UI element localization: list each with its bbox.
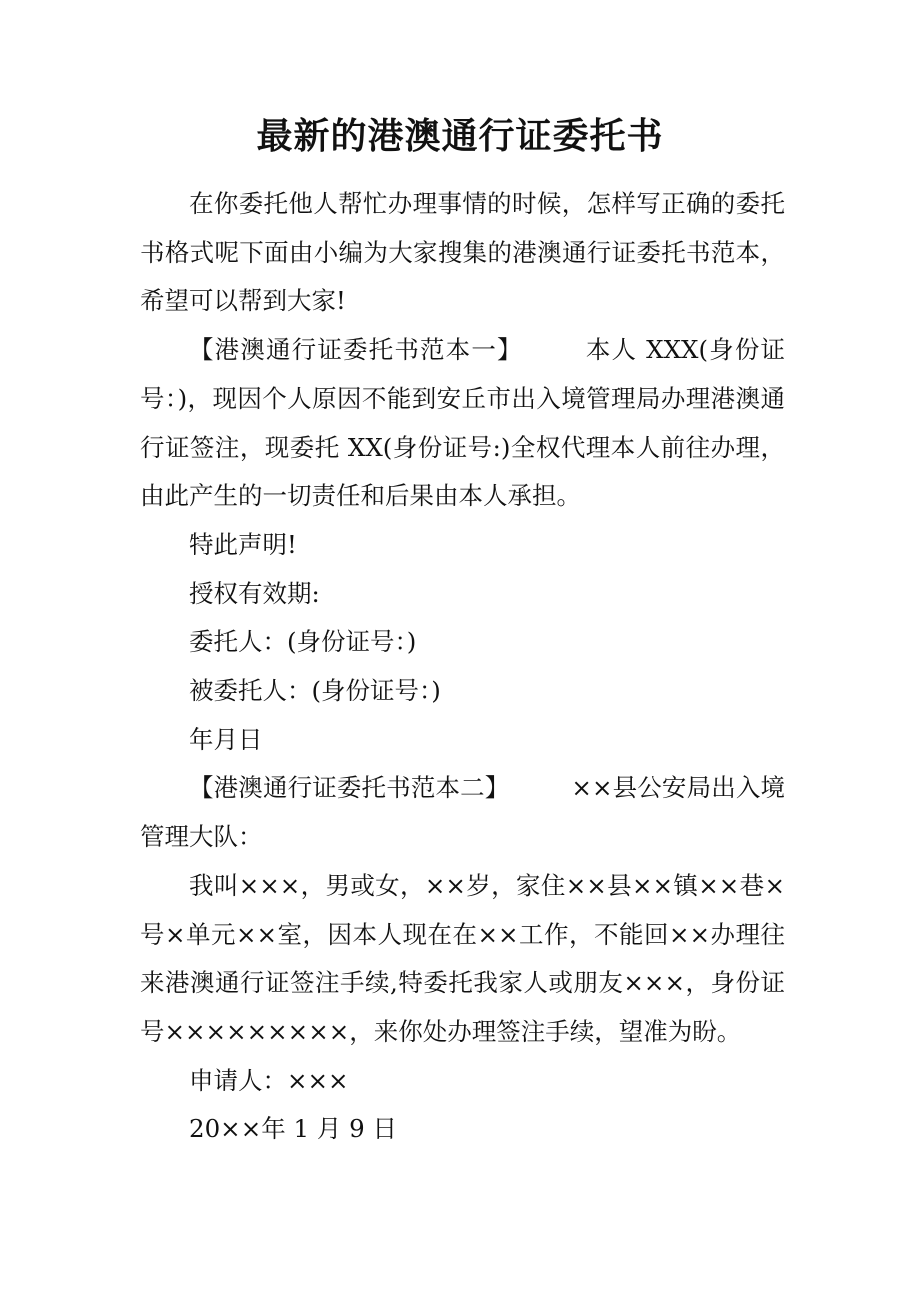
intro-paragraph: 在你委托他人帮忙办理事情的时候，怎样写正确的委托书格式呢下面由小编为大家搜集的港澳通行证委托书范本，希望可以帮到大家! bbox=[140, 189, 785, 316]
sample1-body: 本人 XXX(身份证号：)，现因个人原因不能到安丘市出入境管理局办理港澳通行证签注，现委托 XX(身份证号:)全权代理本人前往办理，由此产生的一切责任和后果由本人承担。 bbox=[140, 335, 786, 511]
sample2-body: 我叫×××，男或女，××岁，家住××县××镇××巷×号×单元××室，因本人现在在××工作，不能回××办理往来港澳通行证签注手续,特委托我家人或朋友×××，身份证号×××××××××，来你处办理签注手续，望准为盼。 bbox=[140, 870, 785, 1046]
document-body bbox=[140, 180, 785, 1154]
sample1-heading: 【港澳通行证委托书范本一】 bbox=[189, 335, 523, 365]
sample1-declare: 特此声明! bbox=[189, 529, 297, 559]
sample1-validity: 授权有效期: bbox=[189, 578, 320, 608]
sample2-date: 20××年 1 月 9 日 bbox=[189, 1114, 398, 1144]
sample1-principal: 委托人：(身份证号：) bbox=[189, 627, 417, 657]
sample2-paragraph bbox=[140, 764, 785, 861]
sample2-heading: 【港澳通行证委托书范本二】 bbox=[189, 773, 510, 803]
sample1-paragraph bbox=[140, 326, 785, 521]
document-title: 最新的港澳通行证委托书 bbox=[256, 115, 664, 157]
sample1-agent: 被委托人：(身份证号：) bbox=[189, 676, 441, 706]
sample2-applicant: 申请人：××× bbox=[189, 1065, 349, 1095]
sample2-addressee: ××县公安局出入境管理大队： bbox=[140, 773, 786, 852]
sample1-date: 年月日 bbox=[189, 724, 263, 754]
